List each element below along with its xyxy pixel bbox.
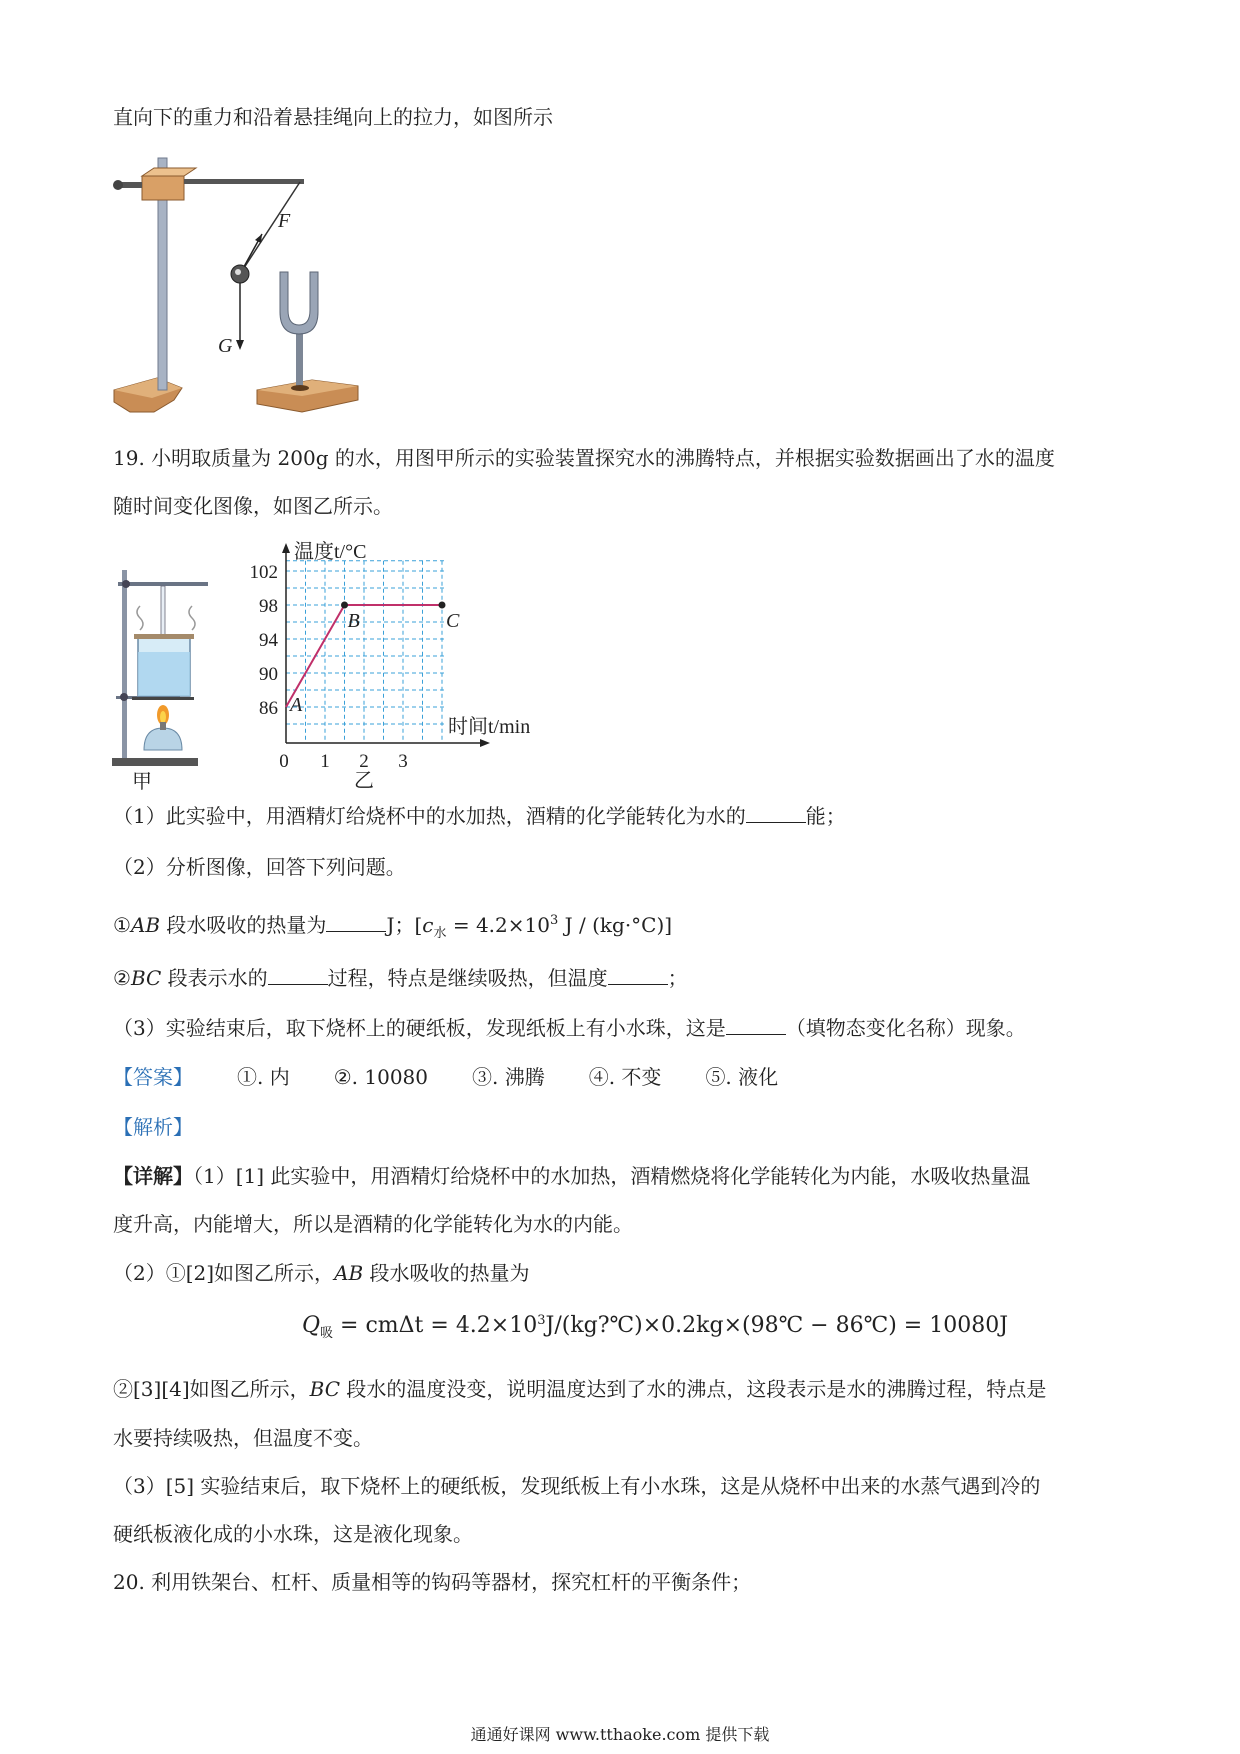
blank-1[interactable] (746, 802, 806, 823)
blank-5[interactable] (726, 1014, 786, 1035)
x-tick-label: 0 (279, 751, 289, 772)
q19-sub2a (113, 907, 672, 948)
analysis-p2-line1: （2）①[2]如图乙所示，AB 段水吸收的热量为 (113, 1261, 530, 1285)
q19-sub1-prefix: （1）此实验中，用酒精灯给烧杯中的水加热，酒精的化学能转化为水的 (113, 804, 746, 828)
answer-item: ②. 10080 (333, 1065, 428, 1089)
y-tick-label: 90 (259, 664, 278, 685)
analysis-p4-line2: 硬纸板液化成的小水珠，这是液化现象。 (113, 1522, 473, 1546)
temperature-time-chart (230, 535, 560, 795)
intro-text: 直向下的重力和沿着悬挂绳向上的拉力，如图所示 (113, 105, 553, 129)
sub2a-unit: J / (kg·°C)] (558, 913, 673, 937)
y-tick-label: 98 (259, 596, 278, 617)
x-tick-label: 3 (398, 751, 408, 772)
answer-item: ⑤. 液化 (705, 1065, 779, 1089)
figure-yi-label: 乙 (354, 770, 374, 792)
analysis-p3-line1: ②[3][4]如图乙所示，BC 段水的温度没变，说明温度达到了水的沸点，这段表示是水的沸腾过程，特点是 (113, 1377, 1047, 1401)
y-axis-label: 温度t/°C (294, 541, 367, 563)
blank-4[interactable] (608, 964, 668, 985)
boiling-apparatus-figure (110, 560, 210, 790)
chart-grid (286, 561, 444, 743)
y-tick-label: 102 (249, 562, 278, 583)
sub2b-bc: BC (130, 966, 162, 990)
analysis-p3-line2: 水要持续吸热，但温度不变。 (113, 1426, 373, 1450)
q19-sub2b (113, 964, 688, 992)
blank-3[interactable] (268, 964, 328, 985)
detail-tag: 【详解】 (113, 1164, 193, 1188)
analysis-p1-line2: 度升高，内能增大，所以是酒精的化学能转化为水的内能。 (113, 1212, 633, 1236)
figure-jia-label: 甲 (132, 771, 152, 790)
analysis-tag: 【解析】 (113, 1115, 193, 1139)
y-tick-label: 94 (259, 630, 278, 651)
answer-line (113, 1063, 822, 1091)
answer-item: ①. 内 (237, 1065, 290, 1089)
sub2b-end: ； (667, 966, 688, 990)
x-tick-label: 2 (359, 751, 369, 772)
data-point-C (439, 602, 446, 609)
analysis-p1-line1: 【详解】（1）[1] 此实验中，用酒精灯给烧杯中的水加热，酒精燃烧将化学能转化为内能，水吸收热量温 (113, 1164, 1031, 1188)
sub2a-val: = 4.2×10 (446, 913, 550, 937)
gravity-G-label: G (218, 335, 233, 357)
y-tick-label: 86 (259, 698, 278, 719)
q19-sub2: （2）分析图像，回答下列问题。 (113, 855, 406, 879)
q19-sub3 (113, 1014, 1026, 1042)
sub2a-c: c (422, 913, 434, 937)
sub2a-csub: 水 (433, 926, 447, 941)
answer-tag: 【答案】 (113, 1065, 193, 1089)
sub2a-mid: 段水吸收的热量为 (160, 913, 327, 937)
point-label-B: B (347, 610, 360, 632)
q20-line1: 20. 利用铁架台、杠杆、质量相等的钩码等器材，探究杠杆的平衡条件； (113, 1570, 752, 1594)
analysis-p4-line1: （3）[5] 实验结束后，取下烧杯上的硬纸板，发现纸板上有小水珠，这是从烧杯中出来的水蒸气遇到冷的 (113, 1474, 1041, 1498)
q19-line1: 19. 小明取质量为 200g 的水，用图甲所示的实验装置探究水的沸腾特点，并根据实验数据画出了水的温度 (113, 446, 1055, 470)
sub2b-mid2: 过程，特点是继续吸热，但温度 (327, 966, 608, 990)
answer-item: ④. 不变 (588, 1065, 662, 1089)
point-label-C: C (446, 610, 460, 632)
q19-line2: 随时间变化图像，如图乙所示。 (113, 494, 393, 518)
heat-formula: $Q_吸 = cm\Delta t$ = $4.2\times 10^3J/(kg?℃)\times 0.2kg\times(98℃$ − 86℃) = 10080J (302, 1313, 1009, 1341)
sub2a-ab: AB (130, 913, 161, 937)
sub2a-prefix: ① (113, 913, 131, 937)
sub2a-after: J；[ (386, 913, 423, 937)
point-label-A: A (290, 694, 303, 716)
sub3-prefix: （3）实验结束后，取下烧杯上的硬纸板，发现纸板上有小水珠，这是 (113, 1016, 726, 1040)
q19-sub1 (113, 802, 846, 830)
data-point-B (341, 602, 348, 609)
footer: 通通好课网 www.tthaoke.com 提供下载 (470, 1725, 770, 1744)
x-axis-arrow (480, 739, 490, 747)
x-axis-label: 时间t/min (448, 716, 531, 738)
sub2a-exp: 3 (549, 913, 559, 928)
sub2b-prefix: ② (113, 966, 131, 990)
sub3-suffix: （填物态变化名称）现象。 (785, 1016, 1026, 1040)
sub2b-mid: 段表示水的 (161, 966, 268, 990)
blank-2[interactable] (326, 911, 386, 932)
x-tick-label: 1 (320, 751, 330, 772)
y-axis-arrow (282, 543, 290, 553)
pendulum-figure (112, 150, 362, 425)
answer-item: ③. 沸腾 (472, 1065, 545, 1089)
q19-sub1-suffix: 能； (805, 804, 846, 828)
force-F-label: F (278, 210, 291, 232)
